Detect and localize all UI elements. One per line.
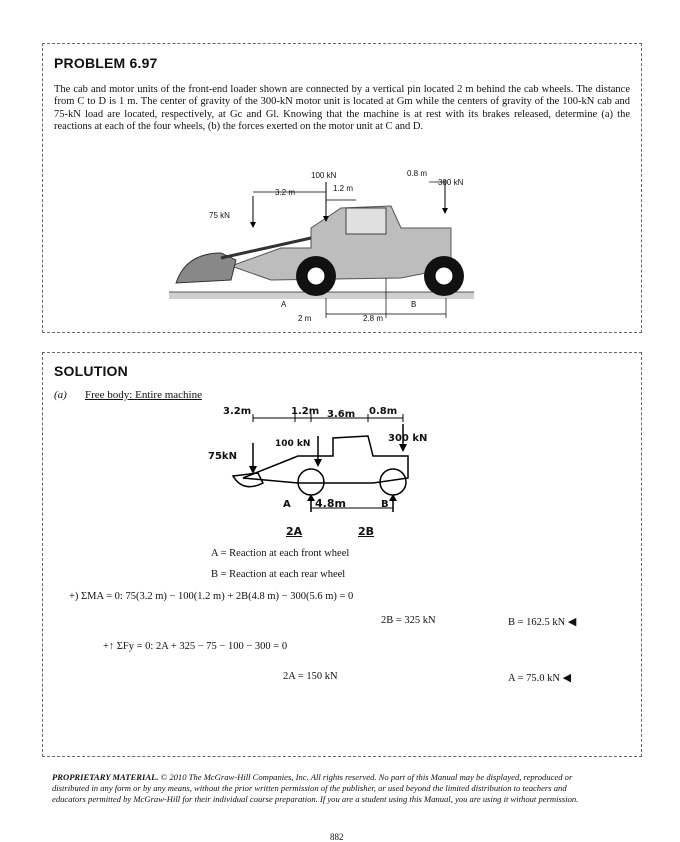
- answer-A: [508, 671, 571, 684]
- fig-label-75kn: 75 kN: [209, 211, 230, 220]
- fig-label-300kn: 300 kN: [438, 178, 464, 187]
- answer-B-text: B = 162.5 kN: [508, 617, 566, 628]
- answer-A-text: A = 75.0 kN: [508, 673, 561, 684]
- footer-bold: PROPRIETARY MATERIAL.: [52, 772, 159, 782]
- def-A: A = Reaction at each front wheel: [211, 548, 350, 559]
- sketch-2B: 2B: [358, 525, 375, 538]
- fbd-title: Free body: Entire machine: [85, 389, 202, 401]
- sketch-300kn: 300 kN: [388, 433, 428, 444]
- fig-label-2m: 2 m: [298, 314, 312, 323]
- problem-title: PROBLEM 6.97: [54, 55, 158, 71]
- page-number: 882: [330, 832, 344, 842]
- fbd-front-wheel: [298, 469, 324, 495]
- problem-box: [42, 43, 642, 333]
- sketch-4-8m: 4.8m: [315, 497, 346, 510]
- sketch-0-8m: 0.8m: [369, 406, 398, 417]
- result-2A: 2A = 150 kN: [283, 671, 338, 682]
- fig-label-B: B: [411, 300, 417, 309]
- sketch-B: B: [381, 499, 389, 510]
- result-2B: 2B = 325 kN: [381, 615, 436, 626]
- solution-box: [42, 352, 642, 757]
- equation-forces: +↑ ΣFy = 0: 2A + 325 − 75 − 100 − 300 = 0: [103, 641, 288, 652]
- loader-figure: [161, 168, 491, 328]
- solution-title: SOLUTION: [54, 363, 128, 379]
- fbd-sketch: [203, 408, 463, 528]
- answer-marker-icon: ◀: [567, 616, 577, 628]
- loader-body: [231, 206, 451, 280]
- answer-B: [508, 615, 576, 628]
- fbd-body: [243, 436, 408, 483]
- cab: [346, 208, 386, 234]
- fig-label-0-8m: 0.8 m: [407, 169, 428, 178]
- problem-text: The cab and motor units of the front-end loader shown are connected by a vertical pin located 2 m behind the cab wheels. The distance from C to D is 1 m. The center of gravity of the 300-kN motor unit is located at Gm while the centers of gravity of the 100-kN cab and 75-kN load are located, respectively, at Gc and Gl. Knowing that the machine is at rest with its brakes released, determine (a) the reactions at each of the four wheels, (b) the forces exerted on the motor unit at C and D.: [54, 84, 630, 133]
- sketch-1-2m: 1.2m: [291, 406, 320, 417]
- part-label: (a): [54, 389, 67, 401]
- def-B: B = Reaction at each rear wheel: [211, 569, 346, 580]
- sketch-3-6m: 3.6m: [327, 409, 356, 420]
- equation-moment: +) ΣMA = 0: 75(3.2 m) − 100(1.2 m) + 2B(4.8 m) − 300(5.6 m) = 0: [69, 591, 354, 602]
- sketch-3-2m: 3.2m: [223, 406, 252, 417]
- fig-label-1-2m: 1.2 m: [333, 184, 354, 193]
- sketch-100kn: 100 kN: [275, 439, 311, 449]
- fig-label-A: A: [281, 300, 287, 309]
- answer-marker-icon: ◀: [562, 672, 572, 684]
- copyright-footer: [52, 772, 592, 805]
- fig-label-2-8m: 2.8 m: [363, 314, 384, 323]
- footer-text: © 2010 The McGraw-Hill Companies, Inc. All rights reserved. No part of this Manual may be displayed, reproduced or distributed in any form or by any means, without the prior written permission of the publisher, or used beyond the limited distribution to teachers and educators permitted by McGraw-Hill for their individual course preparation. If you are a student using this Manual, you are using it without permission.: [52, 772, 579, 804]
- fig-label-3-2m: 3.2 m: [275, 188, 296, 197]
- sketch-75kn: 75kN: [208, 451, 237, 462]
- sketch-2A: 2A: [286, 525, 303, 538]
- sketch-A: A: [283, 499, 291, 510]
- fig-label-100kn: 100 kN: [311, 171, 337, 180]
